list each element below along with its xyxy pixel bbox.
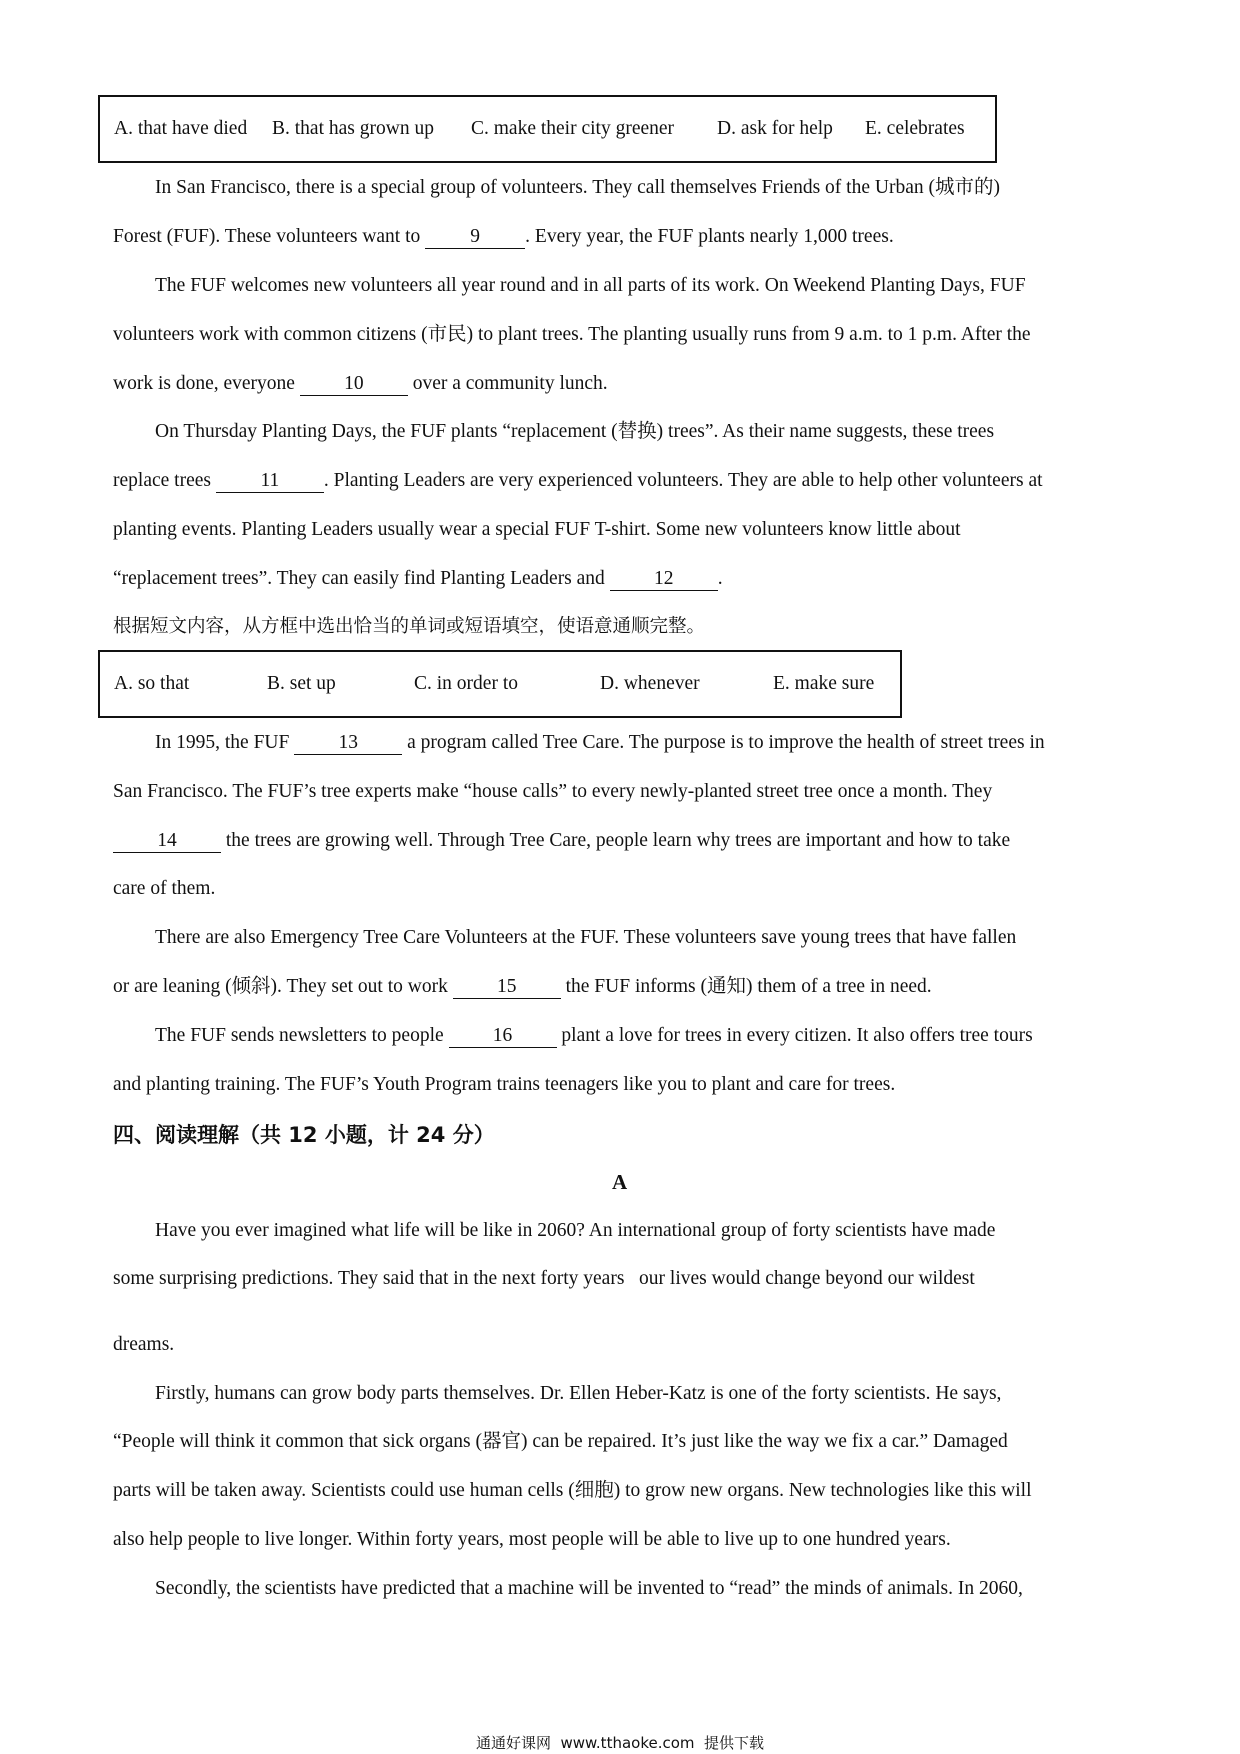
passage-label-a: A — [612, 1170, 628, 1194]
passage2-line — [113, 829, 1010, 853]
passage1-line — [113, 469, 1043, 493]
text-segment: “replacement trees”. They can easily find Planting Leaders and — [113, 568, 605, 589]
passage2-line — [113, 975, 932, 999]
passage2-line — [155, 1024, 1033, 1048]
passage1-line — [113, 372, 608, 396]
text-segment: . — [717, 568, 723, 589]
reading-line: parts will be taken away. Scientists could use human cells (细胞) to grow new organs. New technologies like this will — [113, 1480, 1032, 1501]
passage2-line — [155, 731, 1045, 755]
text-segment: over a community lunch. — [412, 373, 608, 394]
instruction-text: 根据短文内容，从方框中选出恰当的单词或短语填空，使语意通顺完整。 — [113, 616, 706, 637]
text-segment: the trees are growing well. Through Tree Care, people learn why trees are important and how to take — [225, 830, 1011, 851]
blank-14[interactable]: 14 — [113, 830, 221, 853]
passage1-line — [113, 567, 723, 591]
reading-line: dreams. — [113, 1334, 175, 1355]
text-segment: replace trees — [113, 470, 211, 491]
text-segment: work is done, everyone — [113, 373, 295, 394]
passage1-line: The FUF welcomes new volunteers all year round and in all parts of its work. On Weekend Planting Days, FUF — [155, 275, 1026, 296]
text-segment: the FUF informs (通知) them of a tree in need. — [565, 976, 932, 997]
text-segment: In 1995, the FUF — [155, 732, 290, 753]
passage1-line: On Thursday Planting Days, the FUF plants “replacement (替换) trees”. As their name suggests, these trees — [155, 421, 995, 442]
reading-line: Have you ever imagined what life will be like in 2060? An international group of forty scientists have made — [155, 1220, 996, 1241]
blank-9[interactable]: 9 — [425, 226, 525, 249]
text-segment: The FUF sends newsletters to people — [155, 1025, 444, 1046]
blank-11[interactable]: 11 — [216, 470, 324, 493]
passage1-line — [113, 225, 894, 249]
text-segment: . Every year, the FUF plants nearly 1,000 trees. — [525, 226, 894, 247]
blank-13[interactable]: 13 — [294, 732, 402, 755]
option-c: C. in order to — [414, 673, 518, 694]
passage1-line: planting events. Planting Leaders usually wear a special FUF T-shirt. Some new volunteers know little about — [113, 519, 961, 540]
footer-watermark: 通通好课网 www.tthaoke.com 提供下载 — [475, 1734, 765, 1752]
option-e: E. celebrates — [865, 118, 965, 139]
blank-15[interactable]: 15 — [453, 976, 561, 999]
reading-line: Firstly, humans can grow body parts themselves. Dr. Ellen Heber-Katz is one of the forty scientists. He says, — [155, 1383, 1002, 1404]
text-segment: or are leaning (倾斜). They set out to work — [113, 976, 448, 997]
option-a: A. that have died — [114, 118, 248, 139]
passage2-line: There are also Emergency Tree Care Volunteers at the FUF. These volunteers save young trees that have fallen — [155, 927, 1017, 948]
text-segment: Forest (FUF). These volunteers want to — [113, 226, 421, 247]
option-b: B. that has grown up — [272, 118, 434, 139]
passage2-line: San Francisco. The FUF’s tree experts make “house calls” to every newly-planted street tree once a month. They — [113, 781, 993, 802]
option-a: A. so that — [114, 673, 190, 694]
passage1-line: In San Francisco, there is a special group of volunteers. They call themselves Friends of the Urban (城市的) — [155, 177, 1000, 198]
blank-10[interactable]: 10 — [300, 373, 408, 396]
text-segment: a program called Tree Care. The purpose is to improve the health of street trees in — [407, 732, 1045, 753]
passage1-line: volunteers work with common citizens (市民) to plant trees. The planting usually runs from 9 a.m. to 1 p.m. After the — [113, 324, 1031, 345]
option-b: B. set up — [267, 673, 336, 694]
passage2-line: and planting training. The FUF’s Youth Program trains teenagers like you to plant and care for trees. — [113, 1074, 896, 1095]
section-heading: 四、阅读理解（共 12 小题，计 24 分） — [113, 1123, 495, 1147]
option-e: E. make sure — [773, 673, 875, 694]
reading-line: “People will think it common that sick organs (器官) can be repaired. It’s just like the way we fix a car.” Damaged — [113, 1431, 1008, 1452]
option-c: C. make their city greener — [471, 118, 675, 139]
blank-16[interactable]: 16 — [449, 1025, 557, 1048]
option-d: D. whenever — [600, 673, 700, 694]
reading-line: some surprising predictions. They said that in the next forty years our lives would change beyond our wildest — [113, 1268, 975, 1289]
reading-line: Secondly, the scientists have predicted that a machine will be invented to “read” the minds of animals. In 2060, — [155, 1578, 1023, 1599]
word-bank-box-2 — [98, 650, 902, 718]
text-segment: plant a love for trees in every citizen. It also offers tree tours — [561, 1025, 1033, 1046]
reading-line: also help people to live longer. Within forty years, most people will be able to live up to one hundred years. — [113, 1529, 951, 1550]
blank-12[interactable]: 12 — [610, 568, 718, 591]
word-bank-box-1 — [98, 95, 997, 163]
text-segment: . Planting Leaders are very experienced volunteers. They are able to help other volunteers at — [323, 470, 1043, 491]
passage2-line: care of them. — [113, 878, 216, 899]
option-d: D. ask for help — [717, 118, 833, 139]
